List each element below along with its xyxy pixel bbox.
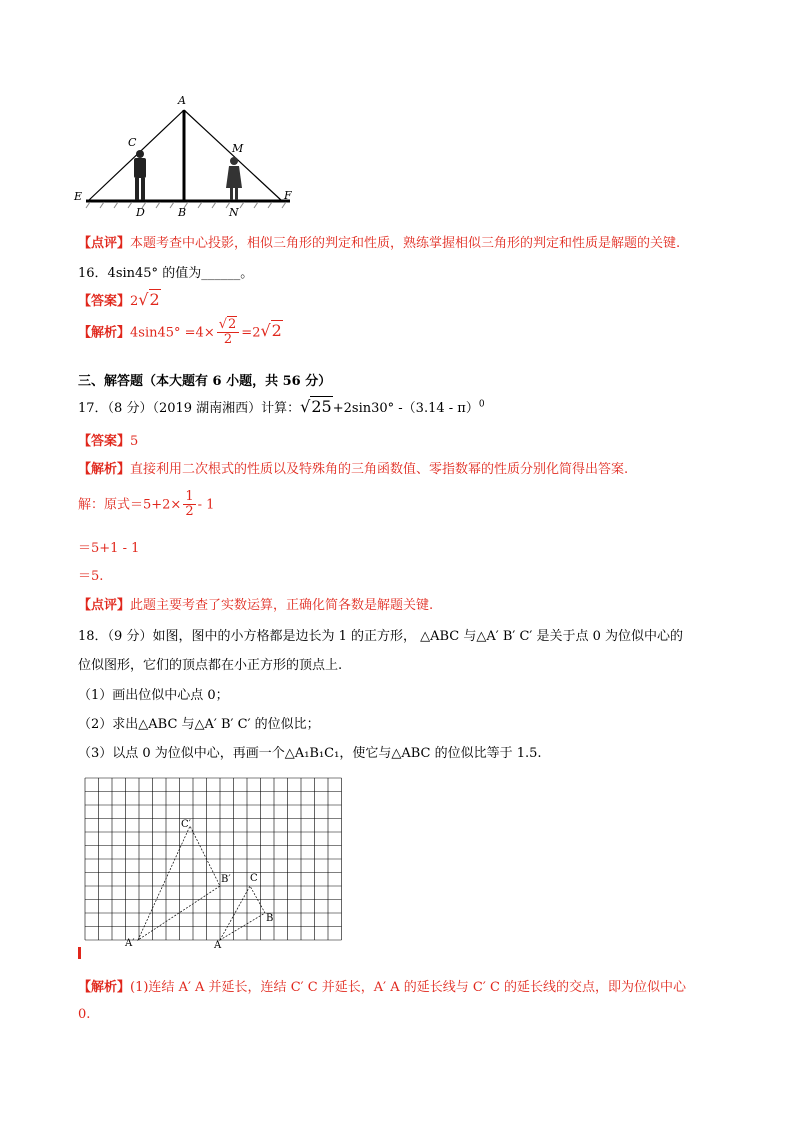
- solution-line-1: [78, 490, 214, 520]
- label-B: B: [178, 206, 187, 219]
- sol-pre: 解：原式＝5+2×: [78, 497, 182, 513]
- analysis-radicand: 2: [271, 321, 282, 341]
- sqrt-sign: √25: [300, 397, 332, 416]
- frac-num-radicand: 2: [228, 317, 237, 332]
- question-18-part-1: （1）画出位似中心点 0；: [78, 688, 229, 703]
- sqrt-sign: √2: [260, 321, 282, 341]
- question-18-line-2: 位似图形，它们的顶点都在小正方形的顶点上.: [78, 658, 343, 673]
- answer-tag: 【答案】: [78, 434, 131, 449]
- solution-line-2: ＝5+1 - 1: [78, 541, 140, 556]
- label-C-prime: C′: [181, 819, 191, 830]
- label-M: M: [232, 142, 244, 155]
- frac-den: 2: [185, 504, 194, 520]
- solution-line-3: ＝5.: [78, 569, 104, 584]
- analysis-tag: 【解析】: [78, 980, 131, 995]
- answer-radicand: 2: [149, 290, 160, 309]
- comment-text: 此题主要考查了实数运算，正确化简各数是解题关键.: [130, 598, 434, 613]
- label-A: A: [214, 940, 222, 951]
- label-C: C: [128, 136, 137, 149]
- q17-radicand: 25: [311, 397, 332, 416]
- analysis-eq: =2: [241, 325, 261, 341]
- analysis-text: 直接利用二次根式的性质以及特殊角的三角函数值、零指数幂的性质分别化简得出答案.: [130, 462, 629, 477]
- q17-pre: 17．（8 分）（2019 湖南湘西）计算：: [78, 401, 301, 416]
- label-F: F: [284, 189, 292, 202]
- comment-tag: 【点评】: [78, 236, 131, 251]
- sol-post: - 1: [197, 497, 215, 513]
- analysis-text: (1)连结 A′ A 并延长，连结 C′ C 并延长，A′ A 的延长线与 C′ C 的延长线的交点，即为位似中心: [130, 980, 687, 995]
- answer-tag: 【答案】: [78, 294, 131, 309]
- analysis-18-line-1: [78, 976, 686, 995]
- label-D: D: [136, 206, 145, 219]
- q17-exp: 0: [478, 399, 485, 410]
- question-16: 16．4sin45° 的值为______。: [78, 266, 254, 281]
- q17-post: +2sin30° -（3.14 - π）: [332, 401, 479, 416]
- label-B-prime: B′: [221, 874, 231, 885]
- analysis-18-line-2: 0.: [78, 1007, 91, 1022]
- label-B: B: [266, 913, 274, 924]
- triangle-ApBpCp: [138, 826, 220, 940]
- red-bracket-mark: [78, 947, 81, 959]
- label-A-prime: A′: [125, 938, 135, 949]
- answer-17: [78, 430, 138, 449]
- label-E: E: [74, 190, 83, 203]
- fraction: [183, 490, 195, 520]
- question-17: [78, 397, 485, 416]
- question-18-line-1: 18．（9 分）如图，图中的小方格都是边长为 1 的正方形， △ABC 与△A′ B′ C′ 是关于点 0 为位似中心的: [78, 629, 684, 644]
- analysis-tag: 【解析】: [78, 462, 131, 477]
- fraction: $\frac{√2}{2}$: [217, 318, 240, 348]
- analysis-tag: 【解析】: [78, 325, 131, 341]
- label-C: C: [250, 873, 258, 884]
- question-18-part-3: （3）以点 0 为位似中心，再画一个△A₁B₁C₁，使它与△ABC 的位似比等于 1.5.: [78, 746, 542, 761]
- grid-figure: [70, 772, 350, 962]
- projection-figure: [70, 90, 300, 220]
- comment-text: 本题考查中心投影，相似三角形的判定和性质，熟练掌握相似三角形的判定和性质是解题的关键.: [130, 236, 681, 251]
- answer-16: [78, 290, 161, 309]
- label-N: N: [229, 206, 239, 219]
- question-18-part-2: （2）求出△ABC 与△A′ B′ C′ 的位似比；: [78, 717, 320, 732]
- frac-den: 2: [223, 332, 233, 348]
- sqrt-sign: √2: [138, 290, 160, 309]
- woman-figure: [226, 157, 242, 200]
- answer-coef: 2: [130, 294, 139, 309]
- label-A: A: [178, 94, 186, 107]
- analysis-17: [78, 458, 628, 477]
- section-title: 三、解答题（本大题有 6 小题，共 56 分）: [78, 374, 332, 389]
- comment-tag: 【点评】: [78, 598, 131, 613]
- frac-num: 1: [185, 489, 194, 504]
- comment-15: [78, 232, 680, 251]
- answer-value: 5: [130, 434, 139, 449]
- man-figure: [134, 150, 146, 200]
- analysis-pre: 4sin45° =4×: [130, 325, 215, 341]
- comment-17: [78, 594, 433, 613]
- analysis-16: [78, 318, 283, 348]
